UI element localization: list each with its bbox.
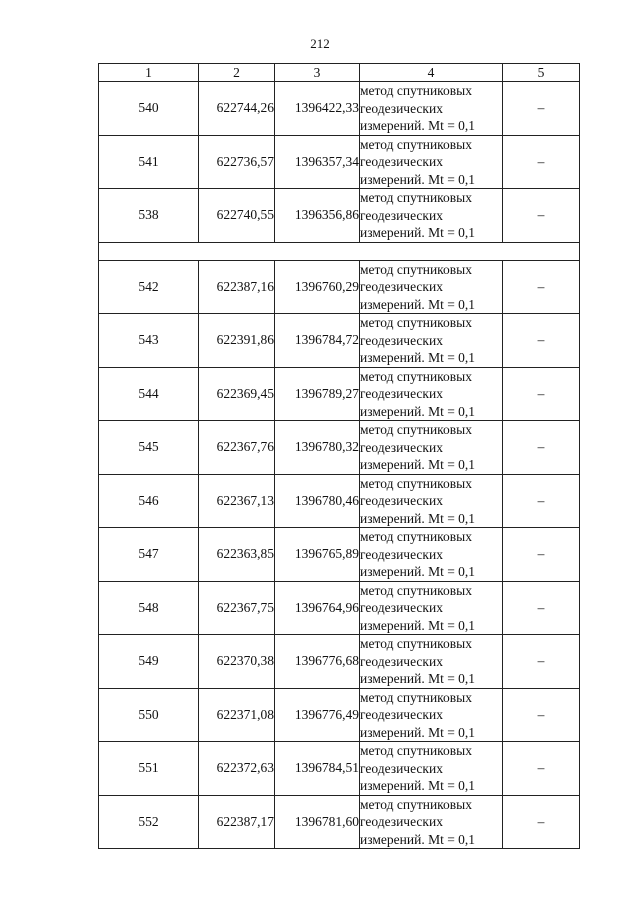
- point-number-cell: 541: [99, 135, 199, 189]
- x-coordinate-cell: 622367,75: [199, 581, 275, 635]
- method-text-line: геодезических: [360, 814, 443, 829]
- method-text-line: геодезических: [360, 386, 443, 401]
- note-cell: –: [503, 135, 580, 189]
- note-cell: –: [503, 421, 580, 475]
- x-coordinate-cell: 622387,17: [199, 795, 275, 849]
- table-row: [99, 260, 580, 314]
- separator-cell: [99, 242, 580, 260]
- table-row: [99, 635, 580, 689]
- method-text-line: метод спутниковых: [360, 582, 472, 598]
- method-text-line: измерений. Mt = 0,1: [360, 724, 476, 740]
- y-coordinate-cell: 1396784,51: [275, 742, 360, 796]
- method-text-line: геодезических: [360, 546, 443, 562]
- note-cell: –: [503, 795, 580, 849]
- x-coordinate-cell: 622391,86: [199, 314, 275, 368]
- method-text-line: измерений. Mt = 0,1: [360, 510, 476, 526]
- y-coordinate-cell: 1396760,29: [275, 260, 360, 314]
- note-cell: –: [503, 581, 580, 635]
- table-row: [99, 688, 580, 742]
- note-cell: –: [503, 528, 580, 582]
- method-text-line: метод спутниковых: [360, 796, 472, 812]
- x-coordinate-cell: 622371,08: [199, 688, 275, 742]
- table-row: [99, 528, 580, 582]
- method-cell: [360, 260, 503, 314]
- method-text-line: измерений. Mt = 0,1: [360, 831, 476, 847]
- x-coordinate-cell: 622363,85: [199, 528, 275, 582]
- x-coordinate-cell: 622369,45: [199, 367, 275, 421]
- y-coordinate-cell: 1396776,68: [275, 635, 360, 689]
- y-coordinate-cell: 1396422,33: [275, 82, 360, 136]
- x-coordinate-cell: 622370,38: [199, 635, 275, 689]
- table-row: [99, 474, 580, 528]
- method-cell: [360, 795, 503, 849]
- note-cell: –: [503, 635, 580, 689]
- y-coordinate-cell: 1396780,32: [275, 421, 360, 475]
- y-coordinate-cell: 1396789,27: [275, 367, 360, 421]
- point-number-cell: 550: [99, 688, 199, 742]
- method-text-line: измерений. Mt = 0,1: [360, 350, 476, 365]
- note-cell: –: [503, 742, 580, 796]
- method-text-line: геодезических: [360, 279, 443, 294]
- y-coordinate-cell: 1396776,49: [275, 688, 360, 742]
- y-coordinate-cell: 1396780,46: [275, 474, 360, 528]
- method-text-line: метод спутниковых: [360, 83, 472, 98]
- method-text-line: геодезических: [360, 154, 443, 169]
- x-coordinate-cell: 622367,76: [199, 421, 275, 475]
- method-text-line: измерений. Mt = 0,1: [360, 296, 476, 312]
- method-text-line: измерений. Mt = 0,1: [360, 403, 476, 419]
- table-row: [99, 135, 580, 189]
- x-coordinate-cell: 622387,16: [199, 260, 275, 314]
- x-coordinate-cell: 622367,13: [199, 474, 275, 528]
- y-coordinate-cell: 1396781,60: [275, 795, 360, 849]
- table-header-row: [99, 64, 580, 82]
- point-number-cell: 552: [99, 795, 199, 849]
- method-cell: [360, 135, 503, 189]
- method-cell: [360, 367, 503, 421]
- method-cell: [360, 474, 503, 528]
- note-cell: –: [503, 474, 580, 528]
- table-row: [99, 421, 580, 475]
- method-text-line: измерений. Mt = 0,1: [360, 671, 476, 686]
- table-row: [99, 82, 580, 136]
- note-cell: –: [503, 189, 580, 243]
- method-text-line: метод спутниковых: [360, 315, 472, 330]
- point-number-cell: 548: [99, 581, 199, 635]
- x-coordinate-cell: 622372,63: [199, 742, 275, 796]
- method-text-line: геодезических: [360, 439, 443, 455]
- point-number-cell: 544: [99, 367, 199, 421]
- method-cell: [360, 421, 503, 475]
- point-number-cell: 551: [99, 742, 199, 796]
- method-text-line: измерений. Mt = 0,1: [360, 171, 476, 187]
- note-cell: –: [503, 260, 580, 314]
- point-number-cell: 547: [99, 528, 199, 582]
- method-text-line: метод спутниковых: [360, 261, 472, 277]
- point-number-cell: 540: [99, 82, 199, 136]
- x-coordinate-cell: 622736,57: [199, 135, 275, 189]
- method-text-line: геодезических: [360, 100, 443, 116]
- method-text-line: измерений. Mt = 0,1: [360, 457, 476, 472]
- x-coordinate-cell: 622740,55: [199, 189, 275, 243]
- page-number: 212: [310, 36, 330, 51]
- note-cell: –: [503, 367, 580, 421]
- table-row: [99, 367, 580, 421]
- method-cell: [360, 82, 503, 136]
- method-text-line: метод спутниковых: [360, 689, 472, 705]
- method-cell: [360, 189, 503, 243]
- note-cell: –: [503, 314, 580, 368]
- method-text-line: измерений. Mt = 0,1: [360, 778, 476, 793]
- method-cell: [360, 635, 503, 689]
- point-number-cell: 542: [99, 260, 199, 314]
- method-text-line: геодезических: [360, 653, 443, 669]
- table-separator-row: [99, 242, 580, 260]
- y-coordinate-cell: 1396357,34: [275, 135, 360, 189]
- method-text-line: метод спутниковых: [360, 636, 472, 651]
- method-text-line: измерений. Mt = 0,1: [360, 225, 476, 240]
- method-text-line: метод спутниковых: [360, 475, 472, 491]
- column-header-2: 2: [199, 64, 275, 82]
- point-number-cell: 549: [99, 635, 199, 689]
- method-text-line: геодезических: [360, 207, 443, 223]
- y-coordinate-cell: 1396356,86: [275, 189, 360, 243]
- method-text-line: геодезических: [360, 600, 443, 615]
- method-text-line: метод спутниковых: [360, 743, 472, 758]
- method-text-line: измерений. Mt = 0,1: [360, 118, 476, 133]
- method-text-line: геодезических: [360, 760, 443, 776]
- column-header-1: 1: [99, 64, 199, 82]
- method-text-line: геодезических: [360, 332, 443, 348]
- note-cell: –: [503, 82, 580, 136]
- method-text-line: геодезических: [360, 707, 443, 722]
- note-cell: –: [503, 688, 580, 742]
- table-row: [99, 314, 580, 368]
- table-row: [99, 742, 580, 796]
- point-number-cell: 546: [99, 474, 199, 528]
- method-text-line: измерений. Mt = 0,1: [360, 564, 476, 579]
- method-cell: [360, 581, 503, 635]
- method-cell: [360, 742, 503, 796]
- y-coordinate-cell: 1396784,72: [275, 314, 360, 368]
- method-text-line: метод спутниковых: [360, 422, 472, 437]
- point-number-cell: 538: [99, 189, 199, 243]
- method-cell: [360, 688, 503, 742]
- method-text-line: геодезических: [360, 493, 443, 508]
- table-row: [99, 795, 580, 849]
- column-header-3: 3: [275, 64, 360, 82]
- method-text-line: метод спутниковых: [360, 529, 472, 544]
- method-text-line: метод спутниковых: [360, 368, 472, 384]
- method-text-line: измерений. Mt = 0,1: [360, 617, 476, 633]
- table-row: [99, 581, 580, 635]
- method-cell: [360, 314, 503, 368]
- point-number-cell: 543: [99, 314, 199, 368]
- x-coordinate-cell: 622744,26: [199, 82, 275, 136]
- table-row: [99, 189, 580, 243]
- coordinates-table-body: [99, 64, 580, 849]
- column-header-4: 4: [360, 64, 503, 82]
- point-number-cell: 545: [99, 421, 199, 475]
- coordinates-table: [98, 63, 580, 849]
- column-header-5: 5: [503, 64, 580, 82]
- method-text-line: метод спутниковых: [360, 136, 472, 152]
- y-coordinate-cell: 1396765,89: [275, 528, 360, 582]
- method-text-line: метод спутниковых: [360, 190, 472, 205]
- y-coordinate-cell: 1396764,96: [275, 581, 360, 635]
- method-cell: [360, 528, 503, 582]
